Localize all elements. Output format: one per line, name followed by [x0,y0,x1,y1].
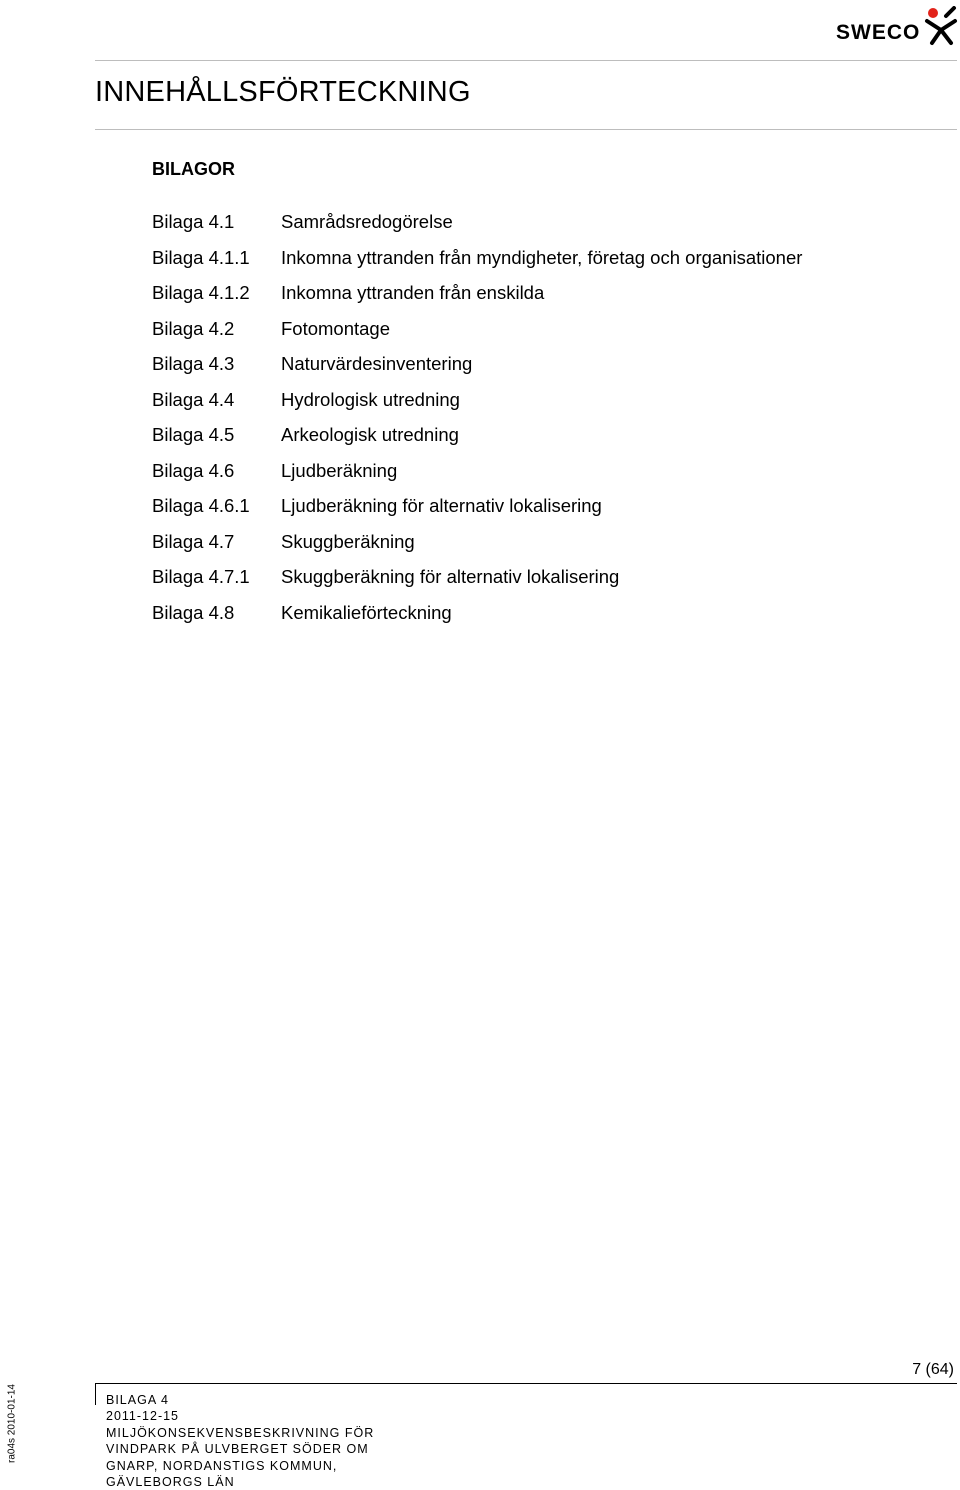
page-number: 7 (64) [912,1361,954,1378]
footer-line: MILJÖKONSEKVENSBESKRIVNING FÖR [106,1425,375,1440]
toc-entry [152,346,912,382]
logo-text: SWECO [836,21,921,44]
toc-entry [152,275,912,311]
toc-entry-title: Samrådsredogörelse [281,211,453,232]
toc-entry [152,417,912,453]
toc-entry-number: Bilaga 4.4 [152,388,235,410]
toc-entry-number: Bilaga 4.1 [152,211,235,232]
toc-entry-title: Naturvärdesinventering [281,353,473,374]
section-heading: BILAGOR [152,159,235,179]
toc-entry [152,382,912,418]
toc-entry-number: Bilaga 4.3 [152,353,235,374]
toc-entry-title: Fotomontage [281,317,391,339]
footer-line: GNARP, NORDANSTIGS KOMMUN, [106,1458,338,1473]
toc-entry-number: Bilaga 4.1.2 [152,282,250,303]
footer-line: VINDPARK PÅ ULVBERGET SÖDER OM [106,1442,369,1457]
toc-entry-number: Bilaga 4.2 [152,317,235,339]
footer-line: GÄVLEBORGS LÄN [106,1475,235,1490]
footer-info [106,1392,374,1490]
toc-entry [152,240,912,276]
toc-entry-number: Bilaga 4.7.1 [152,566,250,587]
toc-entry-number: Bilaga 4.1.1 [152,246,250,268]
toc-entry-title: Ljudberäkning [281,459,398,481]
sweco-figure-icon [924,6,958,46]
toc-entry-title: Arkeologisk utredning [281,424,459,445]
table-of-contents [152,204,912,630]
header-divider [95,60,957,61]
toc-entry-title: Hydrologisk utredning [281,388,460,410]
toc-entry-title: Skuggberäkning för alternativ lokalisering [281,566,620,587]
toc-entry-number: Bilaga 4.6 [152,459,235,481]
toc-entry-title: Inkomna yttranden från enskilda [281,282,545,303]
toc-entry-number: Bilaga 4.5 [152,424,235,445]
footer-line: 2011-12-15 [106,1409,180,1424]
footer-divider-tick [95,1383,96,1405]
toc-entry [152,595,912,631]
page-title: INNEHÅLLSFÖRTECKNING [95,76,471,108]
toc-entry [152,453,912,489]
toc-entry-number: Bilaga 4.8 [152,601,235,623]
toc-entry-title: Inkomna yttranden från myndigheter, företag och organisationer [281,246,803,268]
template-code: ra04s 2010-01-14 [6,1384,18,1463]
toc-entry [152,204,912,240]
toc-entry-title: Skuggberäkning [281,530,415,552]
toc-entry-title: Ljudberäkning för alternativ lokalisering [281,495,602,516]
toc-entry-number: Bilaga 4.6.1 [152,495,250,516]
toc-entry [152,488,912,524]
title-divider [95,129,957,130]
sweco-logo [836,4,960,46]
toc-entry-number: Bilaga 4.7 [152,530,235,552]
footer-line: BILAGA 4 [106,1393,169,1407]
toc-entry [152,524,912,560]
toc-entry-title: Kemikalieförteckning [281,601,452,623]
toc-entry [152,559,912,595]
toc-entry [152,311,912,347]
